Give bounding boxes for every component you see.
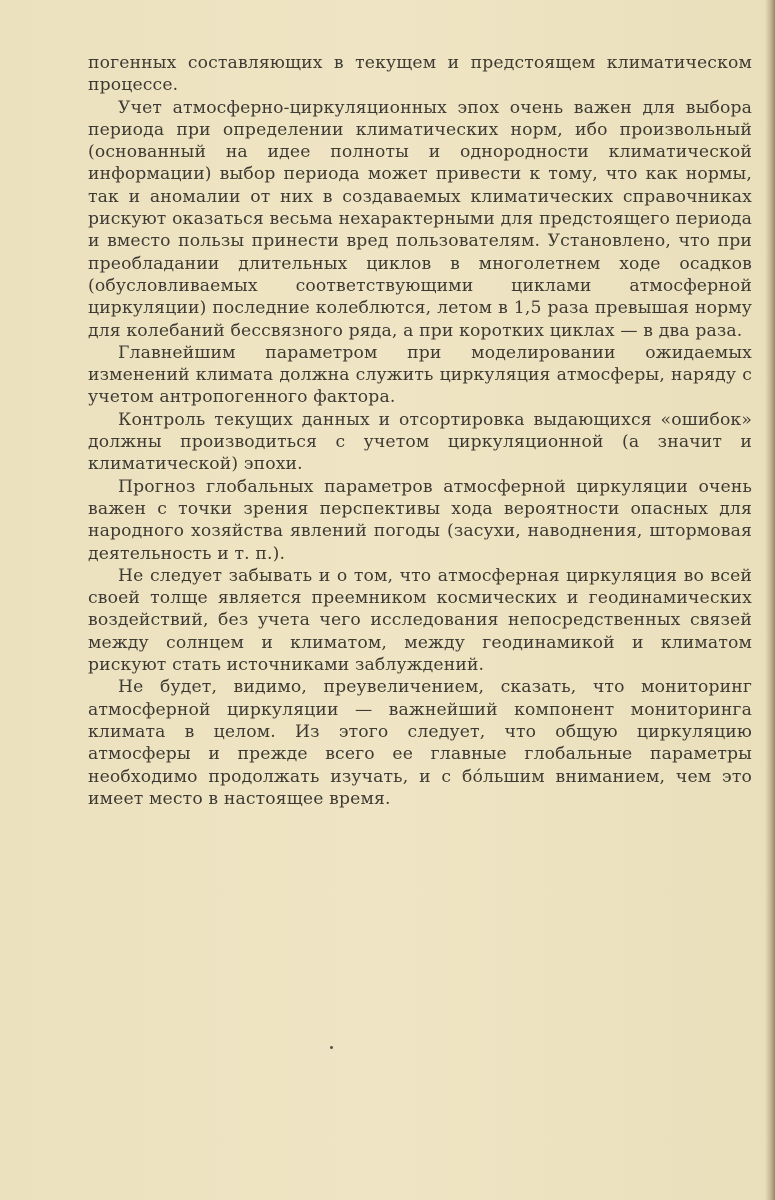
- paragraph-5: Прогноз глобальных параметров атмосферной циркуляции очень важен с точки зрения перспективы хода вероятности опасных для народного хозяйства явлений погоды (засухи, наводнения, штормовая деятельность и т. п.).: [88, 476, 752, 564]
- paragraph-3: Главнейшим параметром при моделировании ожидаемых изменений климата должна служить циркуляция атмосферы, наряду с учетом антропогенного фактора.: [88, 342, 752, 408]
- paper-speck: [330, 1046, 333, 1049]
- paragraph-7: Не будет, видимо, преувеличением, сказать, что мониторинг атмосферной циркуляции — важнейший компонент мониторинга климата в целом. Из этого следует, что общую циркуляцию атмосферы и прежде всего ее главные глобальные параметры необходимо продолжать изучать, и с бо́льшим вниманием, чем это имеет место в настоящее время.: [88, 677, 752, 809]
- paragraph-4: Контроль текущих данных и отсортировка выдающихся «ошибок» должны производиться с учетом циркуляционной (а значит и климатической) эпохи.: [88, 409, 752, 475]
- body-text: [88, 52, 752, 810]
- paragraph-2: Учет атмосферно-циркуляционных эпох очень важен для выбора периода при определении климатических норм, ибо произвольный (основанный на идее полноты и однородности климатической информации) выбор периода может привести к тому, что как нормы, так и аномалии от них в создаваемых климатических справочниках рискуют оказаться весьма нехарактерными для предстоящего периода и вместо пользы принести вред пользователям. Установлено, что при преобладании длительных циклов в многолетнем ходе осадков (обусловливаемых соответствующими циклами атмосферной циркуляции) последние колеблются, летом в 1,5 раза превышая норму для колебаний бессвязного ряда, а при коротких циклах — в два раза.: [88, 97, 752, 341]
- paragraph-6: Не следует забывать и о том, что атмосферная циркуляция во всей своей толще является преемником космических и геодинамических воздействий, без учета чего исследования непосредственных связей между солнцем и климатом, между геодинамикой и климатом рискуют стать источниками заблуждений.: [88, 565, 752, 676]
- page-edge-shadow: [765, 0, 775, 1200]
- paragraph-1: погенных составляющих в текущем и предстоящем климатическом процессе.: [88, 53, 752, 96]
